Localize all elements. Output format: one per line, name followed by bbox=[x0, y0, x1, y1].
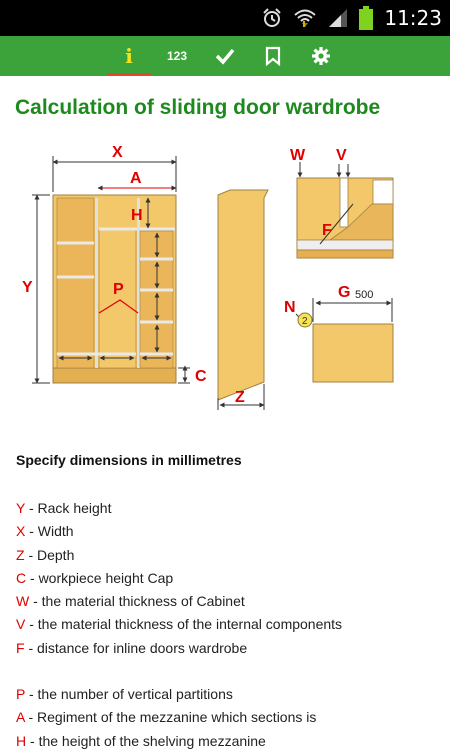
info-icon: i bbox=[125, 44, 133, 68]
calculate-icon: 123 bbox=[166, 49, 188, 63]
label-g: G bbox=[338, 284, 351, 301]
alarm-icon bbox=[261, 7, 283, 29]
page-title: Calculation of sliding door wardrobe bbox=[15, 96, 381, 119]
status-time: 11:23 bbox=[384, 6, 442, 30]
tab-settings[interactable] bbox=[297, 36, 345, 76]
signal-icon bbox=[327, 7, 349, 29]
definition-item: W - the material thickness of Cabinet bbox=[16, 593, 245, 610]
definition-item: H - the height of the shelving mezzanine bbox=[16, 732, 266, 749]
definition-item: F - distance for inline doors wardrobe bbox=[16, 639, 248, 656]
label-c: C bbox=[195, 368, 207, 385]
status-icons bbox=[256, 0, 450, 36]
definition-item: P - the number of vertical partitions bbox=[16, 686, 233, 703]
label-n-value: 2 bbox=[302, 316, 308, 327]
label-h: H bbox=[131, 207, 143, 224]
section-subtitle: Specify dimensions in millimetres bbox=[16, 452, 242, 468]
label-f: F bbox=[322, 222, 332, 239]
definitions-list bbox=[16, 498, 446, 750]
definition-item: C - workpiece height Cap bbox=[16, 569, 174, 586]
definition-item: A - Regiment of the mezzanine which sections is bbox=[16, 709, 317, 726]
list-spacer bbox=[16, 661, 446, 684]
tab-bookmark[interactable] bbox=[249, 36, 297, 76]
definition-item: Y - Rack height bbox=[16, 500, 112, 516]
tab-check[interactable] bbox=[201, 36, 249, 76]
checkmark-icon bbox=[215, 46, 235, 66]
wardrobe-side bbox=[218, 190, 268, 400]
definition-item: Z - Depth bbox=[16, 546, 75, 563]
label-a: A bbox=[130, 170, 142, 187]
label-x: X bbox=[112, 144, 123, 161]
label-n: N bbox=[284, 299, 296, 316]
label-v: V bbox=[336, 147, 347, 164]
battery-icon bbox=[359, 6, 373, 30]
material-detail bbox=[297, 162, 393, 258]
label-p: P bbox=[113, 281, 124, 298]
tab-info[interactable] bbox=[105, 36, 153, 76]
label-g-value: 500 bbox=[355, 289, 374, 301]
label-y: Y bbox=[22, 279, 33, 296]
toolbar bbox=[0, 36, 450, 76]
wifi-icon bbox=[293, 7, 317, 29]
tab-calculate[interactable] bbox=[153, 36, 201, 76]
definition-item: X - Width bbox=[16, 523, 74, 540]
status-bar bbox=[0, 0, 450, 36]
panel-detail bbox=[313, 324, 393, 382]
wardrobe-diagram bbox=[0, 140, 450, 430]
bookmark-icon bbox=[265, 46, 281, 66]
definition-item: V - the material thickness of the internal components bbox=[16, 616, 343, 633]
gear-icon bbox=[311, 46, 331, 66]
label-w: W bbox=[290, 147, 306, 164]
label-z: Z bbox=[235, 389, 245, 406]
